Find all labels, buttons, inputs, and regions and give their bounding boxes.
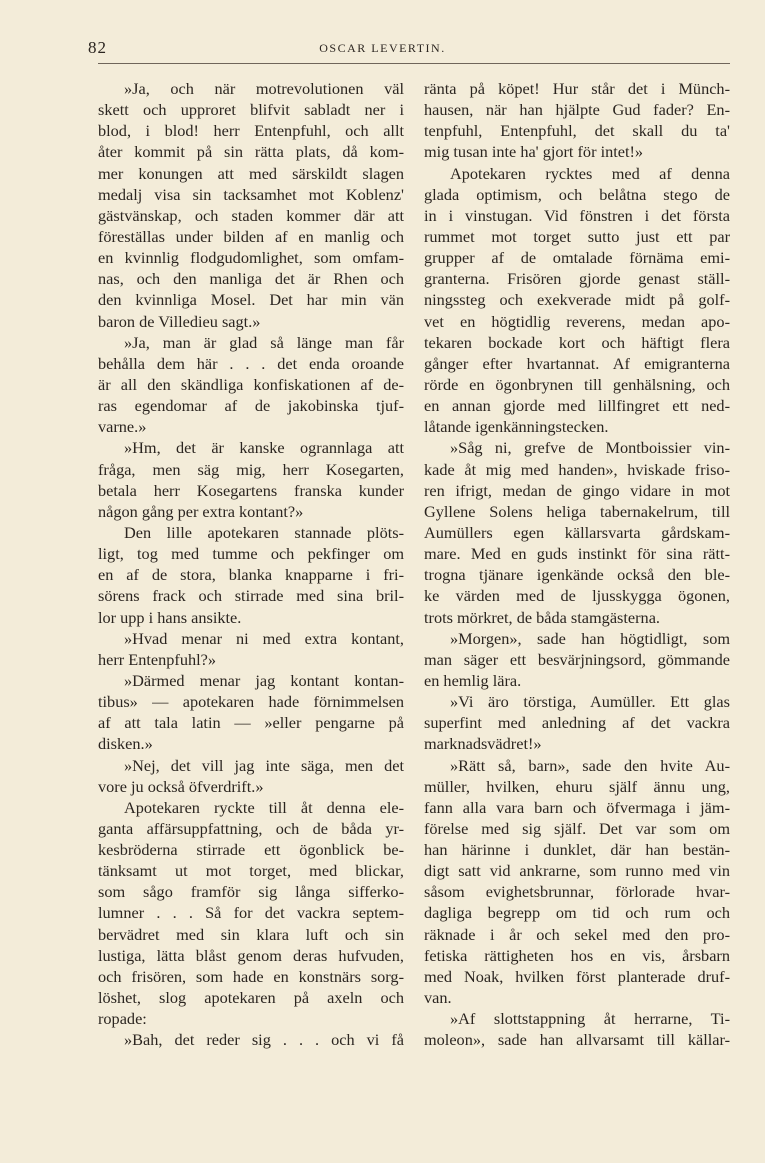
text-line: rörde en ögonbrynen till genhälsning, och xyxy=(424,374,730,394)
text-line: gästvänskap, och staden kommer där att xyxy=(98,205,404,225)
text-line: tibus» — apotekaren hade förnimmelsen xyxy=(98,692,404,712)
text-line: ropade: xyxy=(98,1009,147,1029)
text-line: fetiska rättigheten hos en vis, årsbarn xyxy=(424,945,730,965)
text-line: tenpfuhl, Entenpfuhl, det skall du ta' xyxy=(424,121,730,141)
text-line: en hemlig lära. xyxy=(424,670,522,690)
text-line: disken.» xyxy=(98,734,153,754)
text-line: trots mörkret, de båda stamgästerna. xyxy=(424,607,660,627)
text-line: »Hm, det är kanske ogrannlaga att xyxy=(124,438,404,458)
text-line: Den lille apotekaren stannade plöts- xyxy=(124,522,404,542)
text-line: låtande igenkänningstecken. xyxy=(424,417,609,437)
text-line: Gyllene Solens heliga tabernakelrum, till xyxy=(424,501,730,521)
text-line: »Morgen», sade han högtidligt, som xyxy=(450,628,730,648)
text-line: moleon», sade han allvarsamt till källar- xyxy=(424,1030,730,1050)
text-line: betala herr Kosegartens franska kunder xyxy=(98,480,404,500)
text-line: »Ja, och när motrevolutionen väl xyxy=(124,79,404,98)
text-line: tekaren bockade kort och häftigt flera xyxy=(424,332,730,352)
text-line: löshet, slog apotekaren på axeln och xyxy=(98,988,404,1008)
text-line: vore ju också öfverdrift.» xyxy=(98,776,264,796)
text-line: »Ja, man är glad så länge man får xyxy=(124,332,404,352)
text-line: ligt, tog med tumme och pekfinger om xyxy=(98,544,404,564)
text-line: såsom evighetsbrunnar, förlorade hvar- xyxy=(424,882,730,902)
text-line: rummet mot torget sutto just ett par xyxy=(424,226,730,246)
text-line: van. xyxy=(424,988,452,1008)
text-line: blod, i blod! herr Entenpfuhl, och allt xyxy=(98,121,404,141)
text-line: vet en högtidlig reverens, medan apo- xyxy=(424,311,730,331)
text-line: hausen, när han hjälpte Gud fader? En- xyxy=(424,100,730,120)
text-line: »Hvad menar ni med extra kontant, xyxy=(124,628,404,648)
text-line: fann alla vara barn och öfvermaga i jäm- xyxy=(424,797,730,817)
text-line: medalj visa sin tacksamhet mot Koblenz' xyxy=(98,184,404,204)
text-line: ke värden med de ljusskygga ögonen, xyxy=(424,586,730,606)
text-line: mer konungen att med särskildt slagen xyxy=(98,163,404,183)
text-line: »Därmed menar jag kontant kontan- xyxy=(124,670,404,690)
text-line: kade åt mig med handen», hviskade friso- xyxy=(424,459,730,479)
text-line: med Noak, hvilken först planterade druf- xyxy=(424,966,730,986)
text-line: fråga, men säg mig, herr Kosegarten, xyxy=(98,459,404,479)
text-line: »Vi äro törstiga, Aumüller. Ett glas xyxy=(450,692,730,712)
text-line: lustiga, lätta blåst genom deras hufvuden, xyxy=(98,945,404,965)
text-line: granterna. Frisören gjorde genast ställ- xyxy=(424,269,730,289)
text-line: förelse med sig själf. Det var som om xyxy=(424,818,730,838)
text-line: sörens frack och stirrade med sina bril- xyxy=(98,586,404,606)
text-line: och frisören, som hade en konstnärs sorg- xyxy=(98,966,404,986)
text-line: räknade i år och sekel med den pro- xyxy=(424,924,730,944)
text-line: marknadsvädret!» xyxy=(424,734,542,754)
text-line: en af de stora, blanka knapparne i fri- xyxy=(98,565,404,585)
text-line: ningssteg och exekverade midt på golf- xyxy=(424,290,730,310)
text-line: af att tala latin — »eller pengarne på xyxy=(98,713,404,733)
text-line: han härinne i dunklet, där han bestän- xyxy=(424,840,730,860)
text-line: ras egendomar af de jakobinska tjuf- xyxy=(98,396,404,416)
text-line: lor upp i hans ansikte. xyxy=(98,607,242,627)
text-line: nas, och den manliga det är Rhen och xyxy=(98,269,404,289)
text-line: ganta affärsuppfattning, och de båda yr- xyxy=(98,818,404,838)
text-line: glada optimism, och belåtna stego de xyxy=(424,184,730,204)
text-line: åter kommit på sin rätta plats, då kom- xyxy=(98,142,404,162)
text-line: Apotekaren ryckte till åt denna ele- xyxy=(124,797,404,817)
text-line: baron de Villedieu sagt.» xyxy=(98,311,261,331)
text-line: digt satt vid ankrarne, som runno med vin xyxy=(424,861,730,881)
text-line: ränta på köpet! Hur står det i Münch- xyxy=(424,79,730,98)
text-line: grupper af de omtalade förnäma emi- xyxy=(424,248,730,268)
text-line: den kvinnliga Mosel. Det har min vän xyxy=(98,290,404,310)
text-line: lumner . . . Så for det vackra septem- xyxy=(98,903,404,923)
left-column xyxy=(98,78,404,1050)
text-line: trogna tjänare igenkände också den ble- xyxy=(424,565,730,585)
text-line: mare. Med en guds instinkt för sina rätt- xyxy=(424,544,730,564)
text-line: Apotekaren rycktes med af denna xyxy=(450,163,730,183)
text-line: kesbröderna stirrade ett ögonblick be- xyxy=(98,840,404,860)
text-line: dagliga begrepp om tid och rum och xyxy=(424,903,730,923)
text-line: varne.» xyxy=(98,417,147,437)
text-line: föreställas under bilden af en manlig och xyxy=(98,226,404,246)
text-line: müller, hvilken, ehuru själf ännu ung, xyxy=(424,776,730,796)
text-line: en annan gjorde med lillfingret ett ned- xyxy=(424,396,730,416)
text-line: »Rätt så, barn», sade den hvite Au- xyxy=(450,755,730,775)
text-line: en kvinnlig flodgudomlighet, som omfam- xyxy=(98,248,404,268)
text-line: mig tusan inte ha' gjort för intet!» xyxy=(424,142,644,162)
text-line: ren ifrigt, medan de gingo vidare in mot xyxy=(424,480,730,500)
text-line: in i vinstugan. Vid fönstren i det första xyxy=(424,205,730,225)
text-line: »Nej, det vill jag inte säga, men det xyxy=(124,755,404,775)
text-line: någon gång per extra kontant?» xyxy=(98,501,304,521)
page-number: 82 xyxy=(88,38,107,57)
text-line: »Såg ni, grefve de Montboissier vin- xyxy=(450,438,730,458)
right-column xyxy=(424,78,730,1050)
text-line: är all den skändliga konfiskationen af de- xyxy=(98,374,404,394)
text-line: tänksamt ut mot torget, med blickar, xyxy=(98,861,404,881)
text-line: som sågo framför sig långa sifferko- xyxy=(98,882,404,902)
text-line: »Bah, det reder sig . . . och vi få xyxy=(124,1030,404,1050)
text-line: behålla dem här . . . det enda oroande xyxy=(98,353,404,373)
text-line: skett och upproret blifvit sabladt ner i xyxy=(98,100,404,120)
text-line: gånger efter hvartannat. Af emigranterna xyxy=(424,353,730,373)
text-line: Aumüllers egen källarsvarta gårdskam- xyxy=(424,522,730,542)
header-rule xyxy=(98,63,730,64)
text-line: superfint med anledning af det vackra xyxy=(424,713,730,733)
text-line: »Af slottstappning åt herrarne, Ti- xyxy=(450,1009,730,1029)
running-head: OSCAR LEVERTIN. xyxy=(319,41,446,55)
text-line: bervädret med sin klara luft och sin xyxy=(98,924,404,944)
text-line: man säger ett besvärjningsord, gömmande xyxy=(424,649,730,669)
text-line: herr Entenpfuhl?» xyxy=(98,649,216,669)
